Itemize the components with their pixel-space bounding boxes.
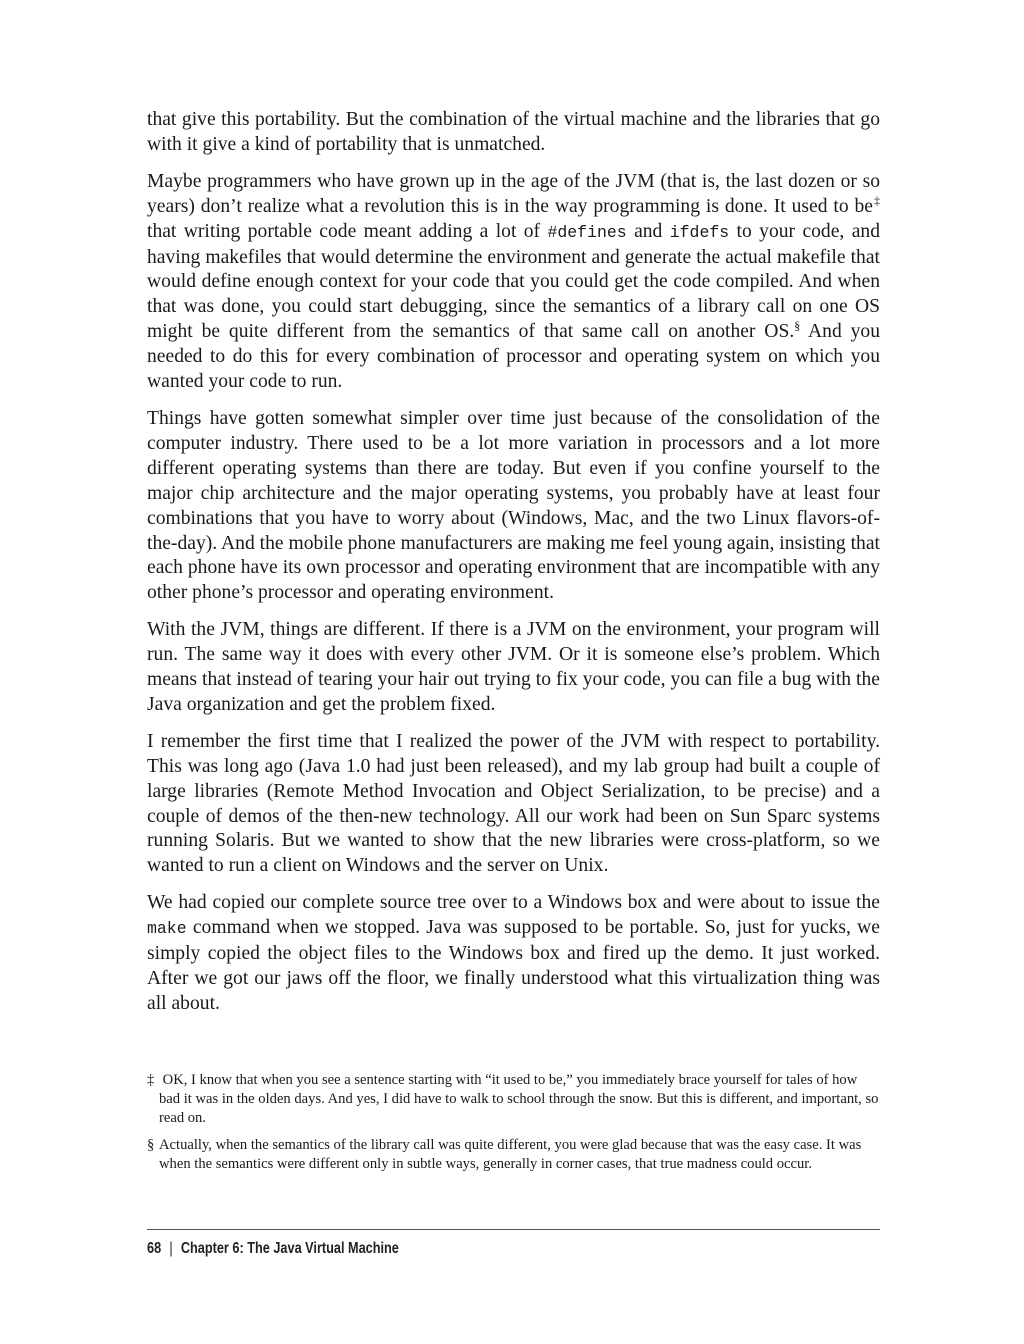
paragraph-copied-source (147, 891, 880, 1017)
page-body (147, 108, 880, 1029)
paragraph-revolution (147, 170, 880, 395)
paragraph-first-time: I remember the first time that I realized the power of the JVM with respect to portability. This was long ago (Java 1.0 had just been released), and my lab group had built a couple of large libraries (Remote Method Invocation and Object Serialization, to be precise) and a couple of demos of the then-new technology. All our work had been on Sun Sparc systems running Solaris. But we wanted to show that the new libraries were cross-platform, so we wanted to run a client on Windows and the server on Unix. (147, 730, 880, 877)
footnote-text: OK, I know that when you see a sentence starting with “it used to be,” you immediately brace yourself for tales of how bad it was in the olden days. And yes, I did have to walk to school through the snow. But this is different, and important, so read on. (159, 1072, 879, 1127)
text-run: that writing portable code meant adding a lot of (147, 220, 548, 242)
chapter-title: Chapter 6: The Java Virtual Machine (180, 1240, 399, 1257)
page-footer (147, 1240, 399, 1258)
footer-separator: | (169, 1240, 173, 1257)
code-make: make (147, 919, 187, 939)
footnote-ref-section[interactable]: § (794, 318, 801, 333)
footnote-ref-double-dagger[interactable]: ‡ (873, 193, 881, 208)
footer-divider (147, 1229, 880, 1230)
text-run: to your code, and having makefiles that would determine the environment and generate the actual makefile that would define enough context for your code that you could get the code compiled. And when that was done, you could start debugging, since the semantics of a library call on one OS might be quite different from the semantics of that same call on another OS. (147, 220, 880, 343)
footnote-double-dagger (147, 1071, 880, 1129)
text-run: command when we stopped. Java was supposed to be portable. So, just for yucks, we simply copied the object files to the Windows box and fired up the demo. It just worked. After we got our jaws off the floor, we finally understood what this virtualization thing was all about. (147, 917, 880, 1014)
footnote-section (147, 1136, 880, 1174)
text-run: and (626, 220, 670, 242)
paragraph-portability-intro: that give this portability. But the combination of the virtual machine and the libraries that go with it give a kind of portability that is unmatched. (147, 109, 880, 155)
code-defines: #defines (547, 222, 627, 242)
text-run: And you needed to do this for every combination of processor and operating system on which you wanted your code to run. (147, 321, 880, 393)
paragraph-consolidation: Things have gotten somewhat simpler over time just because of the consolidation of the computer industry. There used to be a lot more variation in processors and a lot more different operating systems than there are today. But even if you confine yourself to the major chip architecture and the major operating systems, you probably have at least four combinations that you have to worry about (Windows, Mac, and the two Linux flavors-of-the-day). And the mobile phone manufacturers are making me feel young again, insisting that each phone have its own processor and operating environment that are incompatible with any other phone’s processor and operating environment. (147, 407, 880, 604)
page-number: 68 (147, 1240, 162, 1257)
text-run: We had copied our complete source tree over to a Windows box and were about to issue the (147, 892, 880, 914)
code-ifdefs: ifdefs (669, 222, 730, 242)
footnote-mark: ‡ (147, 1072, 155, 1088)
footnote-text: Actually, when the semantics of the library call was quite different, you were glad because that was the easy case. It was when the semantics were different only in subtle ways, generally in corner cases, that true madness could occur. (159, 1136, 862, 1172)
text-run: Maybe programmers who have grown up in the age of the JVM (that is, the last dozen or so years) don’t realize what a revolution this is in the way programming is done. It used to be (147, 170, 880, 217)
footnotes (147, 1071, 880, 1181)
footnote-mark: § (147, 1136, 155, 1153)
paragraph-jvm-different: With the JVM, things are different. If there is a JVM on the environment, your program will run. The same way it does with every other JVM. Or it is someone else’s problem. Which means that instead of tearing your hair out trying to fix your code, you can file a bug with the Java organization and get the problem fixed. (147, 619, 880, 715)
